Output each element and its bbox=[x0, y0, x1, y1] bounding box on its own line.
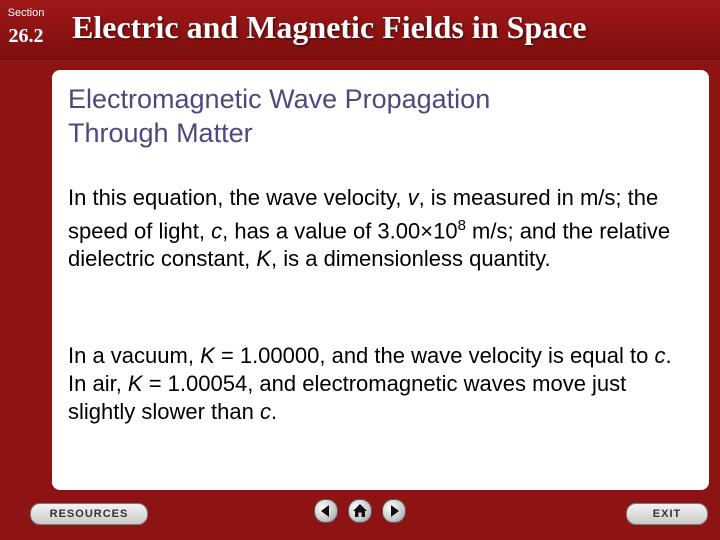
p1-var-v: v bbox=[407, 185, 419, 210]
section-badge bbox=[0, 0, 52, 56]
resources-button[interactable]: RESOURCES bbox=[30, 503, 148, 525]
p1-exponent: 8 bbox=[457, 217, 466, 234]
p2-text-d: = 1.00054, and electromagnetic waves move just slightly slower than bbox=[68, 371, 627, 424]
page-title: Electric and Magnetic Fields in Space bbox=[72, 9, 587, 45]
header-bar bbox=[0, 0, 720, 60]
p2-text-c: . In air, bbox=[68, 343, 672, 396]
exit-button[interactable]: EXIT bbox=[626, 503, 708, 525]
footer-bar bbox=[0, 494, 720, 540]
subtitle-line-1: Electromagnetic Wave Propagation bbox=[68, 84, 491, 114]
slide-subtitle bbox=[68, 82, 668, 150]
p2-text-a: In a vacuum, bbox=[68, 343, 201, 368]
p1-var-k: K bbox=[256, 246, 271, 272]
p2-var-c2: c bbox=[259, 399, 271, 424]
p2-text-e: . bbox=[270, 399, 278, 424]
p2-var-c1: c bbox=[654, 343, 666, 368]
p1-text-e: m/s; and the relative dielectric constant, bbox=[68, 218, 671, 272]
p2-var-k1: K bbox=[200, 343, 215, 368]
p1-var-c: c bbox=[211, 218, 223, 244]
p1-text-a: In this equation, the wave velocity, bbox=[68, 185, 408, 210]
p2-text-b: = 1.00000, and the wave velocity is equal to bbox=[214, 343, 655, 368]
paragraph-2 bbox=[68, 342, 688, 426]
arrow-right-icon bbox=[383, 500, 405, 522]
p1-text-b: , is measured in m/s; the speed of light, bbox=[68, 185, 659, 244]
content-panel bbox=[52, 70, 709, 490]
forward-button[interactable] bbox=[382, 499, 406, 523]
home-icon bbox=[349, 500, 371, 522]
paragraph-1 bbox=[68, 184, 688, 273]
p2-var-k2: K bbox=[127, 371, 143, 396]
section-label: Section bbox=[7, 7, 45, 19]
subtitle-line-2: Through Matter bbox=[68, 118, 253, 148]
home-button[interactable] bbox=[348, 499, 372, 523]
arrow-left-icon bbox=[315, 500, 337, 522]
section-number: 26.2 bbox=[8, 25, 44, 47]
p1-text-d: , has a value of 3.00×10 bbox=[222, 218, 458, 244]
back-button[interactable] bbox=[314, 499, 338, 523]
p1-text-f: , is a dimensionless quantity. bbox=[271, 246, 551, 272]
